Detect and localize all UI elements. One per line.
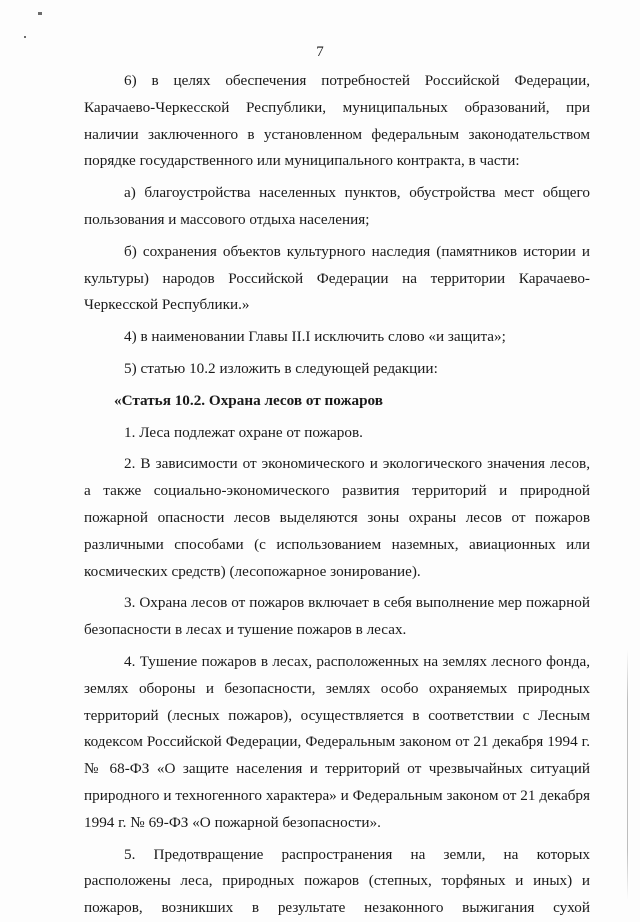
paragraph-item-b: б) сохранения объектов культурного наследия (памятников истории и культуры) народов Российской Федерации на территории Карачаево-Черкесской Республики.» <box>84 242 590 314</box>
scan-dot-mark <box>24 36 26 38</box>
article-paragraph-3: 3. Охрана лесов от пожаров включает в себя выполнение мер пожарной безопасности в лесах и тушение пожаров в лесах. <box>84 594 590 639</box>
article-heading: «Статья 10.2. Охрана лесов от пожаров <box>114 391 383 409</box>
paragraph-item-a: а) благоустройства населенных пунктов, обустройства мест общего пользования и массового отдыха населения; <box>84 184 590 228</box>
paragraph-item-5: 5) статью 10.2 изложить в следующей редакции: <box>124 359 438 377</box>
article-paragraph-2: 2. В зависимости от экономического и экологического значения лесов, а также социально-экономического развития территорий и природной пожарной опасности лесов выделяются зоны охраны лесов от пожаров различными способами (с использованием наземных, авиационных или космических средств) (лесопожарное зонирование). <box>84 455 590 580</box>
page-number: 7 <box>316 44 324 60</box>
article-paragraph-4: 4. Тушение пожаров в лесах, расположенных на землях лесного фонда, землях обороны и безопасности, землях особо охраняемых природных территорий (лесных пожаров), осуществляется в соответствии с Лесным кодексом Российской Федерации, Федеральным законом от 21 декабря 1994 г. № 68-ФЗ «О защите населения и территорий от чрезвычайных ситуаций природного и техногенного характера» и Федеральным законом от 21 декабря 1994 г. № 69-ФЗ «О пожарной безопасности». <box>84 652 590 831</box>
article-paragraph-1: 1. Леса подлежат охране от пожаров. <box>124 423 363 441</box>
article-paragraph-5: 5. Предотвращение распространения на земли, на которых расположены леса, природных пожаров (степных, торфяных и иных) и пожаров, возникших в результате незаконного выжигания сухой <box>84 845 590 917</box>
document-body <box>84 68 590 922</box>
paragraph-item-4: 4) в наименовании Главы II.I исключить слово «и защита»; <box>124 328 506 346</box>
paragraph-item-6: 6) в целях обеспечения потребностей Российской Федерации, Карачаево-Черкесской Республики, муниципальных образований, при наличии заключенного в установленном федеральным законодательством порядке государственного или муниципального контракта, в части: <box>84 72 590 170</box>
scan-dot-mark <box>38 12 42 15</box>
scan-edge-line <box>627 650 628 900</box>
